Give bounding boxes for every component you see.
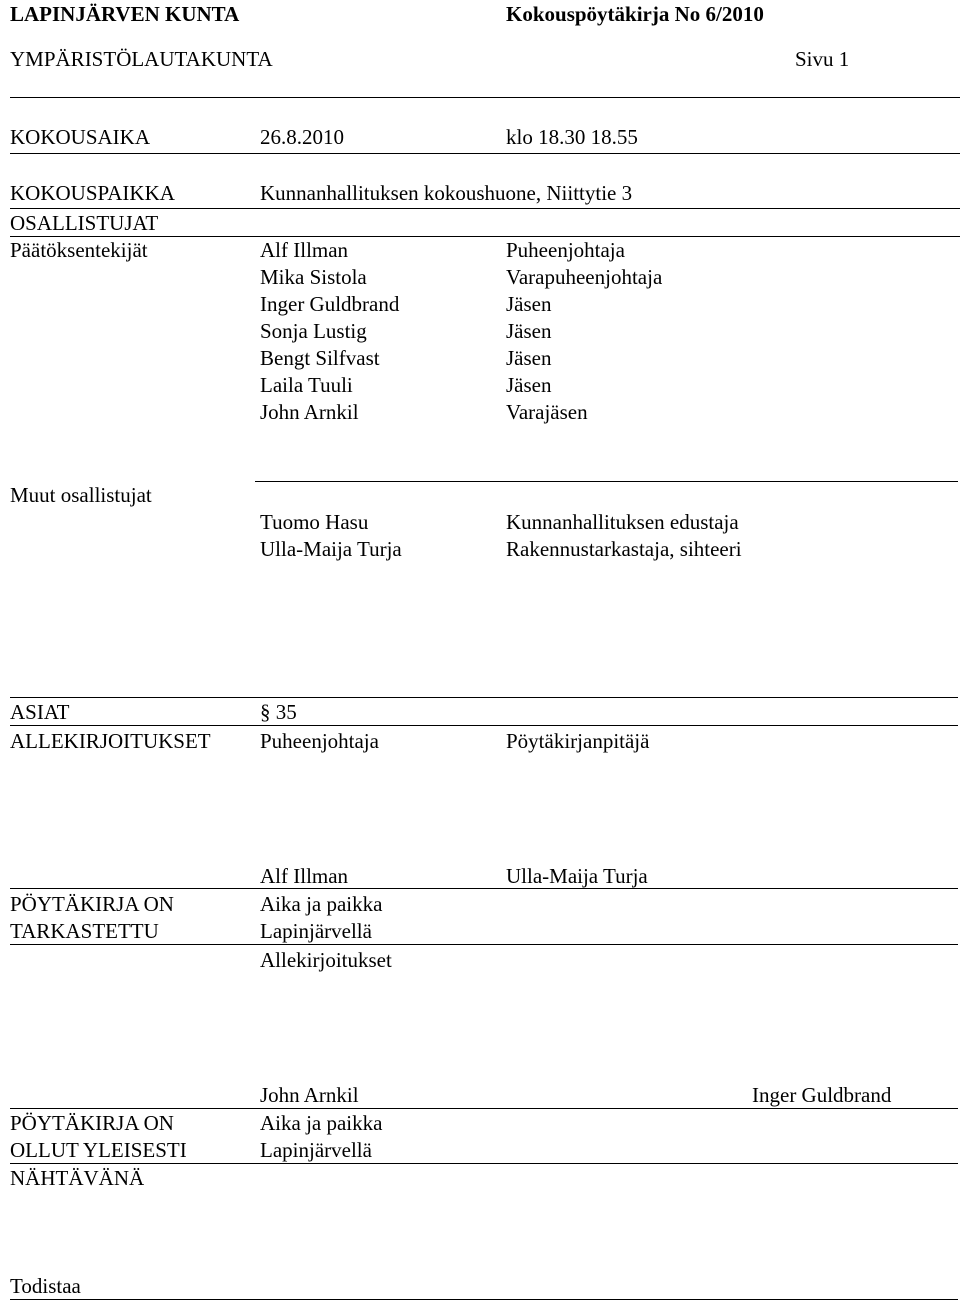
divider	[10, 236, 960, 237]
meeting-time-label: KOKOUSAIKA	[10, 125, 150, 149]
meeting-place: Kunnanhallituksen kokoushuone, Niittytie 3	[260, 181, 633, 205]
decision-maker-role: Jäsen	[506, 319, 552, 343]
decision-maker-name: Sonja Lustig	[260, 319, 367, 343]
checker-name: Inger Guldbrand	[752, 1083, 892, 1107]
participants-label: OSALLISTUJAT	[10, 211, 159, 235]
other-participant-name: Tuomo Hasu	[260, 510, 369, 534]
secretary-label: Pöytäkirjanpitäjä	[506, 729, 650, 753]
meeting-time: klo 18.30 18.55	[506, 125, 638, 149]
decision-maker-name: Bengt Silfvast	[260, 346, 380, 370]
decision-maker-role: Jäsen	[506, 373, 552, 397]
decision-maker-name: Alf Illman	[260, 238, 349, 262]
other-participant-name: Ulla-Maija Turja	[260, 537, 402, 561]
document-title: Kokouspöytäkirja No 6/2010	[506, 2, 764, 26]
decision-maker-name: John Arnkil	[260, 400, 359, 424]
matters-label: ASIAT	[10, 700, 70, 724]
decision-maker-role: Varapuheenjohtaja	[506, 265, 663, 289]
decision-maker-role: Jäsen	[506, 346, 552, 370]
matters-value: § 35	[260, 700, 297, 724]
divider	[10, 725, 958, 726]
chair-name: Alf Illman	[260, 864, 349, 888]
decision-makers-label: Päätöksentekijät	[10, 238, 148, 262]
signatures-label: ALLEKIRJOITUKSET	[10, 729, 211, 753]
checked-location: Lapinjärvellä	[260, 919, 372, 943]
meeting-date: 26.8.2010	[260, 125, 344, 149]
secretary-name: Ulla-Maija Turja	[506, 864, 648, 888]
decision-maker-name: Laila Tuuli	[260, 373, 353, 397]
decision-maker-role: Varajäsen	[506, 400, 588, 424]
meeting-place-label: KOKOUSPAIKKA	[10, 181, 175, 205]
checker-name: John Arnkil	[260, 1083, 359, 1107]
page-number: Sivu 1	[795, 47, 850, 71]
divider	[10, 1108, 958, 1109]
checked-time-place-label: Aika ja paikka	[260, 892, 383, 916]
divider	[10, 1299, 958, 1300]
checked-label-line2: TARKASTETTU	[10, 919, 159, 943]
divider	[10, 208, 960, 209]
divider	[10, 944, 958, 945]
divider	[10, 1163, 958, 1164]
header-divider	[10, 97, 960, 98]
divider	[10, 697, 958, 698]
decision-maker-name: Mika Sistola	[260, 265, 367, 289]
checked-label-line1: PÖYTÄKIRJA ON	[10, 892, 174, 916]
certify-label: Todistaa	[10, 1274, 81, 1298]
divider	[255, 481, 958, 482]
public-label-line2: OLLUT YLEISESTI	[10, 1138, 187, 1162]
chair-label: Puheenjohtaja	[260, 729, 379, 753]
municipality-name: LAPINJÄRVEN KUNTA	[10, 2, 240, 26]
other-participant-role: Rakennustarkastaja, sihteeri	[506, 537, 742, 561]
other-participants-label: Muut osallistujat	[10, 483, 152, 507]
public-location: Lapinjärvellä	[260, 1138, 372, 1162]
divider	[10, 153, 960, 154]
divider	[10, 888, 958, 889]
public-time-place-label: Aika ja paikka	[260, 1111, 383, 1135]
decision-maker-role: Puheenjohtaja	[506, 238, 625, 262]
other-participant-role: Kunnanhallituksen edustaja	[506, 510, 739, 534]
board-name: YMPÄRISTÖLAUTAKUNTA	[10, 47, 273, 71]
checked-signatures-label: Allekirjoitukset	[260, 948, 392, 972]
decision-maker-role: Jäsen	[506, 292, 552, 316]
decision-maker-name: Inger Guldbrand	[260, 292, 400, 316]
public-label-line1: PÖYTÄKIRJA ON	[10, 1111, 174, 1135]
public-label-line3: NÄHTÄVÄNÄ	[10, 1166, 145, 1190]
